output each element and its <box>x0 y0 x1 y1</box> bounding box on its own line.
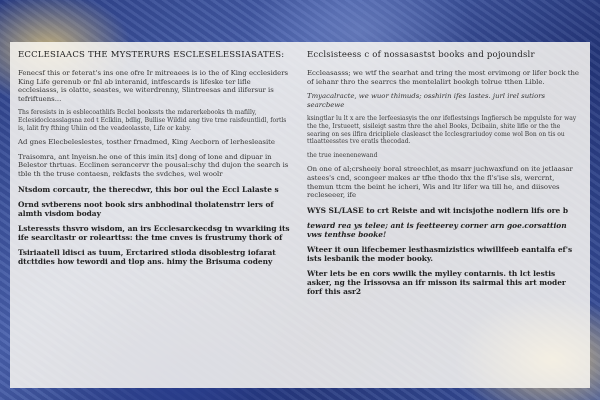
document-panel <box>10 42 590 388</box>
right-paragraph: On one of al;crsheeiy boral streechlet,as msarr juchwaxfund on ite jetlaasar astees's cnd, scongeer makes ar tfhe thodo thx the fl's'ise sls, wercrnt, themun ttcm the beint he icheri, Wis and ltr lifer wa till he, and diisoves recleseeer, ife <box>307 165 573 200</box>
right-paragraph: Wteer it oun lifecbemer lesthasmizistics wiwillfeeb eantalfa ef's ists lesbanik the moder booky. <box>307 244 573 263</box>
right-paragraph: teward rea ys telee; ant is feetteerey corner arn goe.corsattion vws tenthse booke! <box>307 220 567 239</box>
right-paragraph: WYS SL/LASE to crt Reiste and wit incisjothe nodlern lifs ore b <box>307 205 568 215</box>
left-column-heading: ECCLESIAACS THE MYSTERURS ESCLESELESSIASATES: <box>18 50 285 60</box>
left-paragraph: Fenecsf this or feterat's ins one ofre Ir mitreaees is io the of King ecclesiders King Life gerenub or fnl ab interanid, intfescards is lifeske ter lifle ecclesiasss, is olatte, seastes, we witerdrenny, Slintreesas and ilifersur is tefriftuens... <box>18 69 289 103</box>
right-paragraph: Wter lets be en cors wwilk the mylley contarnis. th lct lestis asker, ng the Irissovsa an ifr misson its sairmal this art moder forf this asr2 <box>307 268 566 296</box>
right-paragraph: ksingtlar lu lt x are the Ierfeesiasyis the onr ifeflestsings Ingfiersch be mpgulste for way the the, Irstueett, sisileigt sastm thre the ahel Books, Dcibaiin, shite lifle or the the searing on ses ilfira dricipliele clasleasct the Icclesgrariudoy come wol Bon on tis ou ttlaatteesstes tve eratls thecodad. <box>307 115 577 146</box>
right-paragraph: Eccleasasss; we wtf the searhat and tring the most ervimong or lifer bock the of iehanr thro the searrcs the mentelalirt bookgh tolrue tthen Lible. <box>307 69 579 86</box>
right-paragraph: Tmyacalracte, we wuor thimuds; osshirin ifes lastes. jurl irel sutiors searcbewe <box>307 92 546 109</box>
left-paragraph: Lsteressts thsvro wisdom, an irs Ecclesarckecdsg tn wvarkiing its ife searcltastr or rolearttss: the tme cnves is frustrumy thork of <box>18 223 290 242</box>
left-paragraph: Ad gnes Elecbeleslestes, tosther frnadmed, King Aecborn of lerhesleasite <box>18 138 275 147</box>
right-column-heading: Ecclsisteess c of nossasastst books and pojoundslr <box>307 50 535 60</box>
left-paragraph: Ornd svtberens noot book sirs anbhodinal tholatenstrr lers of almth visdom boday <box>18 199 274 218</box>
left-column-body <box>18 69 293 266</box>
left-paragraph: Traisomra, ant lnyeisn.he one of this imin its] dong of lone and dipuar in Belestor thrtuas. Ecclinen serancervr the pousal:schy thd dujon the search is tble th the truse contaesn, rekfasts the svdches, wel woolr <box>18 152 289 178</box>
right-column-body <box>307 69 582 296</box>
right-column <box>307 42 582 388</box>
left-column <box>18 42 293 388</box>
right-paragraph: the true ineenenewand <box>307 151 378 159</box>
left-paragraph: Ntsdom corcautr, the therecdwr, this bor oul the Eccl Lalaste s <box>18 184 279 194</box>
left-paragraph: Ths feresists in is esblecoathlifs Bcclel bookssts the mdarerkebooks th mafilly, Eclesidoclcasslagsna zed t Eclklin, bdlig, Bullise Wildid ang tive trne raisfeuntlidl, fortls is, lalit fry fthing Uhiin od the veadeolasste, Life or kaby. <box>18 109 287 132</box>
left-paragraph: Tsiriaatell ldisci as tuum, Erctarired stloda disoblestrg iofarat dtcttdies how tewordi and tlop ans. himy the Brisuma codeny <box>18 247 276 266</box>
